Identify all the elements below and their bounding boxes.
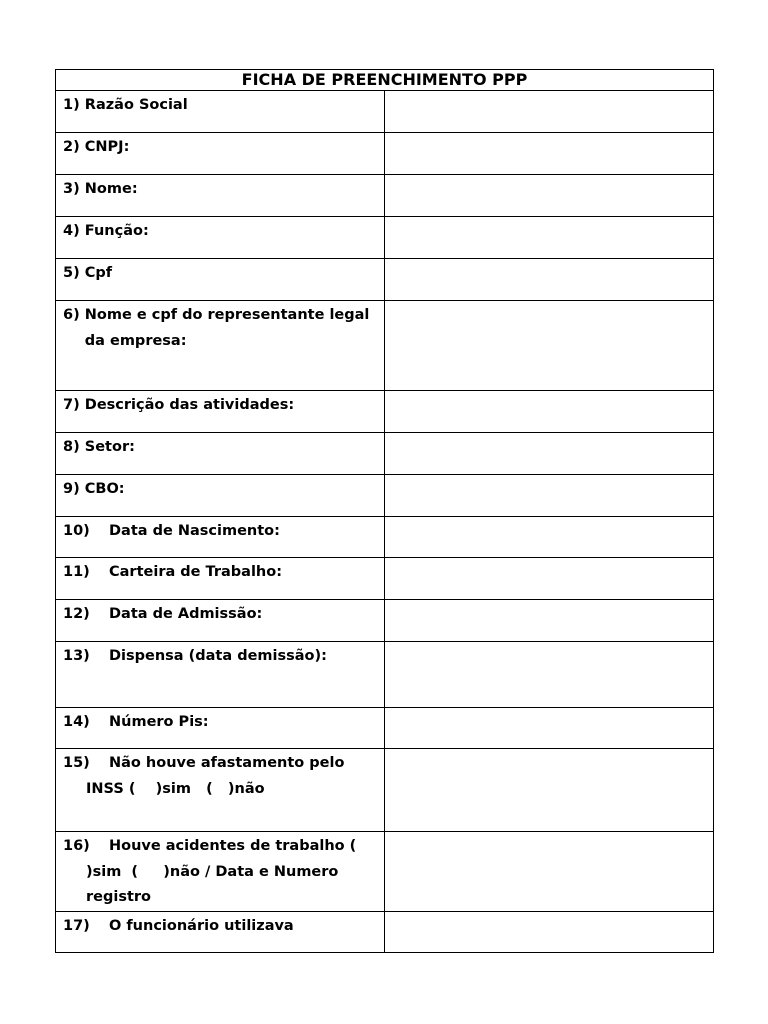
table-row	[56, 175, 714, 217]
ppp-form-table	[55, 69, 714, 953]
field-value-afastamento-inss[interactable]	[385, 749, 714, 832]
field-value-data-admissao[interactable]	[385, 600, 714, 642]
field-number: 14)	[63, 714, 90, 730]
field-number: 6)	[63, 307, 80, 323]
field-label-text: Houve acidentes de trabalho ( )sim ( )não / Data e Numero registro	[86, 838, 382, 905]
field-value-funcao[interactable]	[385, 217, 714, 259]
table-row	[56, 433, 714, 475]
field-label-razao-social	[56, 91, 385, 133]
table-row	[56, 749, 714, 832]
table-row	[56, 708, 714, 749]
field-number: 9)	[63, 481, 80, 497]
field-label-text: CBO:	[84, 481, 125, 497]
table-row	[56, 558, 714, 600]
field-label-text: O funcionário utilizava	[109, 917, 294, 934]
field-number: 10)	[63, 523, 90, 539]
field-label-numero-pis	[56, 708, 385, 749]
field-label-text: Dispensa (data demissão):	[109, 648, 327, 664]
field-value-funcionario-utilizava[interactable]	[385, 911, 714, 952]
field-value-representante-legal[interactable]	[385, 301, 714, 391]
field-label-funcionario-utilizava	[56, 911, 385, 952]
table-row	[56, 832, 714, 912]
field-label-text: Função:	[84, 223, 149, 239]
table-row	[56, 600, 714, 642]
field-number: 2)	[63, 139, 80, 155]
field-label-text: Data de Nascimento:	[109, 523, 280, 539]
field-label-text: CNPJ:	[84, 139, 130, 155]
field-label-text: Descrição das atividades:	[84, 397, 295, 413]
field-value-data-nascimento[interactable]	[385, 517, 714, 558]
field-value-razao-social[interactable]	[385, 91, 714, 133]
field-label-text: Cpf	[84, 265, 113, 281]
field-value-numero-pis[interactable]	[385, 708, 714, 749]
field-label-text: Carteira de Trabalho:	[109, 564, 283, 580]
field-label-representante-legal	[56, 301, 385, 391]
field-value-cpf[interactable]	[385, 259, 714, 301]
field-number: 5)	[63, 265, 80, 281]
field-value-cbo[interactable]	[385, 475, 714, 517]
field-value-descricao-atividades[interactable]	[385, 391, 714, 433]
form-title: FICHA DE PREENCHIMENTO PPP	[56, 70, 714, 91]
field-label-descricao-atividades	[56, 391, 385, 433]
field-number: 17)	[63, 917, 90, 934]
table-row	[56, 133, 714, 175]
field-label-cpf	[56, 259, 385, 301]
field-label-data-admissao	[56, 600, 385, 642]
field-number: 11)	[63, 564, 90, 580]
field-label-text: Nome e cpf do representante legal da empresa:	[84, 307, 370, 349]
table-row	[56, 391, 714, 433]
field-label-dispensa	[56, 642, 385, 708]
field-label-carteira-trabalho	[56, 558, 385, 600]
table-row	[56, 259, 714, 301]
field-label-acidentes-trabalho	[56, 832, 385, 912]
table-row	[56, 517, 714, 558]
field-value-cnpj[interactable]	[385, 133, 714, 175]
table-row	[56, 217, 714, 259]
field-label-text: Número Pis:	[109, 714, 209, 730]
field-value-acidentes-trabalho[interactable]	[385, 832, 714, 912]
field-number: 12)	[63, 606, 90, 622]
field-label-data-nascimento	[56, 517, 385, 558]
field-value-nome[interactable]	[385, 175, 714, 217]
table-row	[56, 911, 714, 952]
field-label-text: Data de Admissão:	[109, 606, 263, 622]
form-title-row	[56, 70, 714, 91]
field-label-funcao	[56, 217, 385, 259]
table-row	[56, 301, 714, 391]
table-row	[56, 91, 714, 133]
field-value-dispensa[interactable]	[385, 642, 714, 708]
field-label-text: Não houve afastamento pelo INSS ( )sim ( )não	[86, 755, 350, 797]
field-label-text: Razão Social	[84, 97, 188, 113]
field-label-nome	[56, 175, 385, 217]
field-number: 8)	[63, 439, 80, 455]
field-number: 7)	[63, 397, 80, 413]
field-number: 13)	[63, 648, 90, 664]
table-row	[56, 642, 714, 708]
field-label-text: Nome:	[84, 181, 138, 197]
table-row	[56, 475, 714, 517]
field-label-text: Setor:	[84, 439, 135, 455]
field-label-setor	[56, 433, 385, 475]
field-number: 15)	[63, 755, 90, 771]
field-label-afastamento-inss	[56, 749, 385, 832]
field-value-setor[interactable]	[385, 433, 714, 475]
field-label-cbo	[56, 475, 385, 517]
field-value-carteira-trabalho[interactable]	[385, 558, 714, 600]
field-number: 16)	[63, 838, 90, 854]
field-label-cnpj	[56, 133, 385, 175]
field-number: 4)	[63, 223, 80, 239]
field-number: 1)	[63, 97, 80, 113]
field-number: 3)	[63, 181, 80, 197]
